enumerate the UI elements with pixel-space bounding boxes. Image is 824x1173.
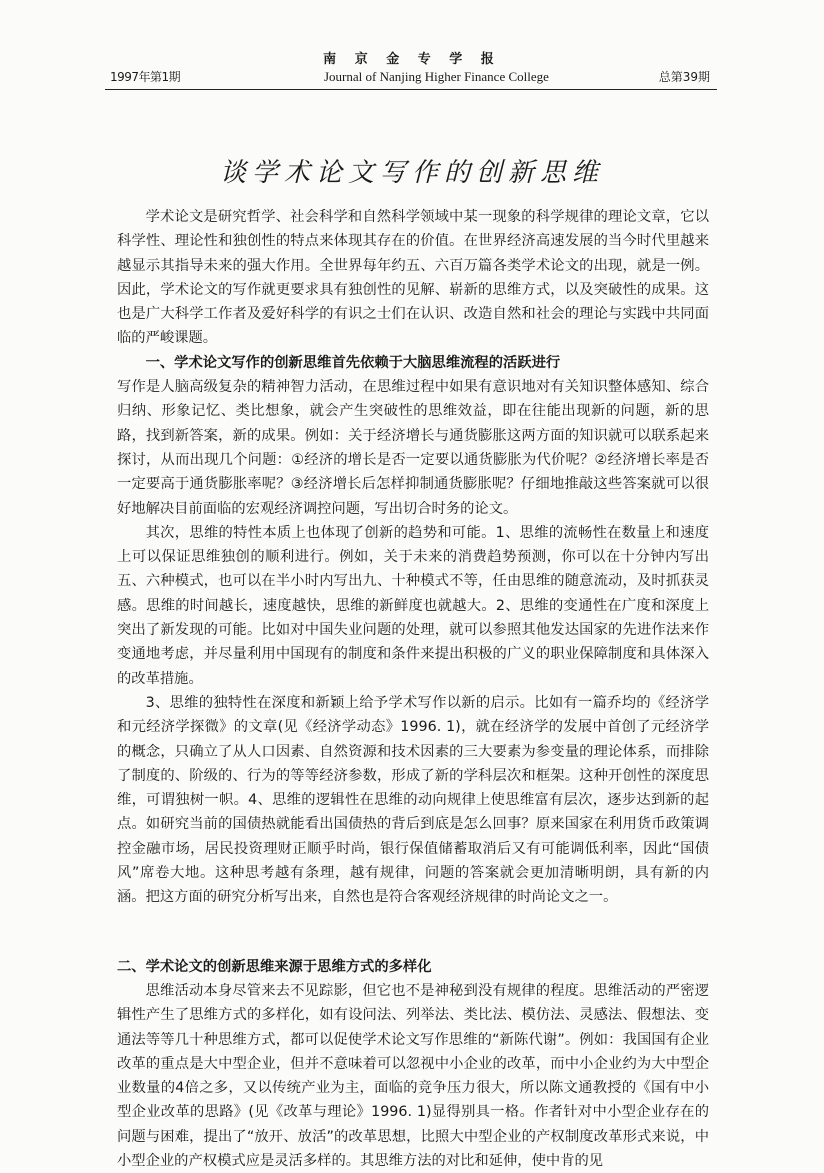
body-paragraph: 其次，思维的特性本质上也体现了创新的趋势和可能。1、思维的流畅性在数量上和速度上可以保证思维独创的顺利进行。例如，关于未来的消费趋势预测，你可以在十分钟内写出五、六种模式，也可以在半小时内写出九、十种模式不等，任由思维的随意流动，及时抓获灵感。思维的时间越长，速度越快，思维的新鲜度也就越大。2、思维的变通性在广度和深度上突出了新发现的可能。比如对中国失业问题的处理，就可以参照其他发达国家的先进作法来作变通地考虑，并尽量利用中国现有的制度和条件来提出积极的广义的职业保障制度和具体深入的改革措施。 [117,524,709,687]
body-paragraph: 写作是人脑高级复杂的精神智力活动，在思维过程中如果有意识地对有关知识整体感知、综合归纳、形象记忆、类比想象，就会产生突破性的思维效益，即在往能出现新的问题，新的思路，找到新答案，新的成果。例如：关于经济增长与通货膨胀这两方面的知识就可以联系起来探讨，从而出现几个问题：①经济的增长是否一定要以通货膨胀为代价呢？②经济增长率是否一定要高于通货膨胀率呢？③经济增长后怎样抑制通货膨胀呢？仔细地推敲这些答案就可以很好地解决目前面临的宏观经济调控问题，写出切合时务的论文。 [117,379,709,517]
header-divider [105,89,717,90]
section-heading-2: 二、学术论文的创新思维来源于思维方式的多样化 [117,958,432,975]
section-heading-1: 一、学术论文写作的创新思维首先依赖于大脑思维流程的活跃进行 [145,354,561,371]
issue-number: 1997年第1期 [110,70,181,84]
journal-name-english: Journal of Nanjing Higher Finance College [323,69,549,84]
body-paragraph: 思维活动本身尽管来去不见踪影，但它也不是神秘到没有规律的程度。思维活动的严密逻辑性产生了思维方式的多样化，如有设问法、列举法、类比法、模仿法、灵感法、假想法、变通法等等几十种思维方式，都可以促使学术论文写作思维的“新陈代谢”。例如：我国国有企业改革的重点是大中型企业，但并不意味着可以忽视中小企业的改革，而中小企业约为大中型企业数量的4倍之多，又以传统产业为主，面临的竞争压力很大，所以陈文通教授的《国有中小型企业改革的思路》(见《改革与理论》1996. 1)显得别具一格。作者针对中小型企业存在的问题与困难，提出了“放开、放活”的改革思想，比照大中型企业的产权制度改革形式来说，中小型企业的产权模式应是灵活多样的。其思维方法的对比和延伸，使中肯的见 [117,982,709,1169]
body-paragraph: 3、思维的独特性在深度和新颖上给予学术写作以新的启示。比如有一篇乔均的《经济学和元经济学探微》的文章(见《经济学动态》1996. 1)，就在经济学的发展中首创了元经济学的概念，只确立了从人口因素、自然资源和技术因素的三大要素为参变量的理论体系，而排除了制度的、阶级的、行为的等等经济参数，形成了新的学科层次和框架。这种开创性的深度思维，可谓独树一帜。4、思维的逻辑性在思维的动向规律上使思维富有层次，逐步达到新的起点。如研究当前的国债热就能看出国债热的背后到底是怎么回事？原来国家在利用货币政策调控金融市场，居民投资理财正顺乎时尚，银行保值储蓄取消后又有可能调低利率，因此“国债风”席卷大地。这种思考越有条理，越有规律，问题的答案就会更加清晰明朗，具有新的内涵。把这方面的研究分析写出来，自然也是符合客观经济规律的时尚论文之一。 [117,694,709,906]
article-title: 谈学术论文写作的创新思维 [219,158,604,188]
intro-paragraph: 学术论文是研究哲学、社会科学和自然科学领域中某一现象的科学规律的理论文章，它以科学性、理论性和独创性的特点来体现其存在的价值。在世界经济高速发展的当今时代里越来越显示其指导未来的强大作用。全世界每年约五、六百万篇各类学术论文的出现，就是一例。因此，学术论文的写作就更要求具有独创性的见解、崭新的思维方式，以及突破性的成果。这也是广大科学工作者及爱好科学的有识之士们在认识、改造自然和社会的理论与实践中共同面临的严峻课题。 [117,209,709,347]
journal-header-row [110,68,710,85]
total-issue-number: 总第39期 [658,70,710,84]
journal-name-chinese: 南 京 金 专 学 报 [323,52,501,67]
article-body [117,205,709,1173]
